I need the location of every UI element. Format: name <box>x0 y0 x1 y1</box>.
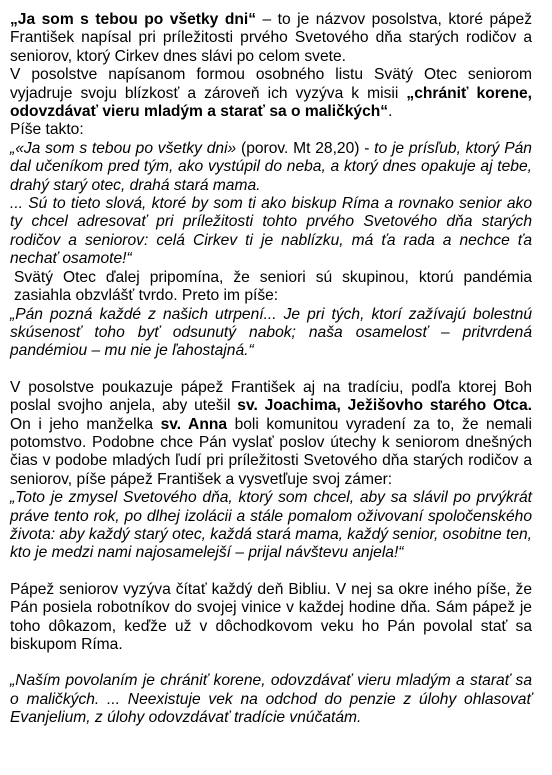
paragraph-gap <box>10 361 532 379</box>
saint-joachim: sv. Joachima, Ježišovho starého Otca. <box>237 397 532 415</box>
tradition-text-1: V posolstve poukazuje pápež František aj na tradíciu, podľa ktorej Boh poslal svojho anjela, aby utešil <box>10 378 532 415</box>
quote-vocation <box>10 672 532 727</box>
quote-vocation-text: „Naším povolaním je chrániť korene, odovzdávať vieru mladým a starať sa o maličkých. ... Neexistuje vek na odchod do penzie z úlohy ohlasovať Evanjelium, z úlohy odovzdávať tradície vnúčatám. <box>10 672 532 727</box>
intro-text: – to je názvov posolstva, ktoré pápež František napísal pri príležitosti prvého Svetového dňa starých rodičov a seniorov, ktorý Cirkev dnes slávi po celom svete. <box>10 11 532 65</box>
scripture-reference: (porov. Mt 28,20) - <box>236 139 375 157</box>
paragraph-gap <box>10 654 532 672</box>
quote-world-day <box>10 489 532 563</box>
quote-promise <box>10 140 532 195</box>
mission-text: V posolstve napísanom formou osobného listu Svätý Otec seniorom vyjadruje svoju blízkosť a zároveň ich vyzýva k misii <box>10 66 532 102</box>
writes-label: Píše takto: <box>10 121 84 139</box>
quote-promise-open: „«Ja som s tebou po všetky dni» <box>10 139 237 157</box>
quote-suffering-text: „Pán pozná každé z našich utrpení... Je pri tých, ktorí zažívajú bolestnú skúsenosť toho byť odsunutý nabok; naša osamelosť – pritvrdená pandémiou – mu nie je ľahostajná.“ <box>10 305 532 360</box>
quote-suffering <box>10 306 532 361</box>
article <box>10 11 532 728</box>
paragraph-gap <box>10 563 532 581</box>
mission-end: . <box>388 103 393 121</box>
tradition-text-3: boli komunitou vyradení za to, že nemali potomstvo. Podobne chce Pán vyslať poslov útechy k seniorom dnešných čias v podobe mladých ľudí pri príležitosti Svetového dňa starých rodičov a seniorov, píše pápež František a vysvetľuje svoj zámer: <box>10 415 532 488</box>
tradition-text-2: On i jeho manželka <box>10 415 161 433</box>
intro-paragraph <box>10 11 532 66</box>
quote-bishop <box>10 195 532 269</box>
mission-paragraph <box>10 66 532 121</box>
pandemic-paragraph: Svätý Otec ďalej pripomína, že seniori sú skupinou, ktorú pandémia zasiahla obzvlášť tvrdo. Preto im píše: <box>14 268 532 305</box>
bible-paragraph: Pápež seniorov vyzýva čítať každý deň Bibliu. V nej sa okre iného píše, že Pán posiela robotníkov do svojej vinice v každej hodine dňa. Sám pápež je toho dôkazom, keďže už v dôchodkovom veku ho Pán povolal stať sa biskupom Ríma. <box>10 580 532 653</box>
quote-world-day-text: „Toto je zmysel Svetového dňa, ktorý som chcel, aby sa slávil po prvýkrát práve tento rok, po dlhej izolácii a stále pomalom oživovaní spoločenského života: aby každý starý otec, každá stará mama, každý senior, osobitne ten, kto je medzi nami najosamelejší – prijal návštevu anjela!“ <box>10 489 532 562</box>
saint-anna: sv. Anna <box>160 415 228 433</box>
quote-promise-text: to je prísľub, ktorý Pán dal učeníkom pred tým, ako vystúpil do neba, a ktorý dnes opakuje aj tebe, drahý starý otec, drahá stará mama. <box>10 139 532 194</box>
message-title: „Ja som s tebou po všetky dni“ <box>10 11 257 28</box>
mission-highlight: „chrániť korene, odovzdávať vieru mladým a starať sa o maličkých“ <box>10 84 532 121</box>
tradition-paragraph <box>10 379 532 489</box>
quote-bishop-text: ... Sú to tieto slová, ktoré by som ti ako biskup Ríma a rovnako senior ako ty chcel adresovať pri príležitosti tohto prvého Svetového dňa starých rodičov a seniorov: celá Cirkev ti je nablízku, má ťa rada a nechce ťa nechať osamote!“ <box>10 195 532 268</box>
